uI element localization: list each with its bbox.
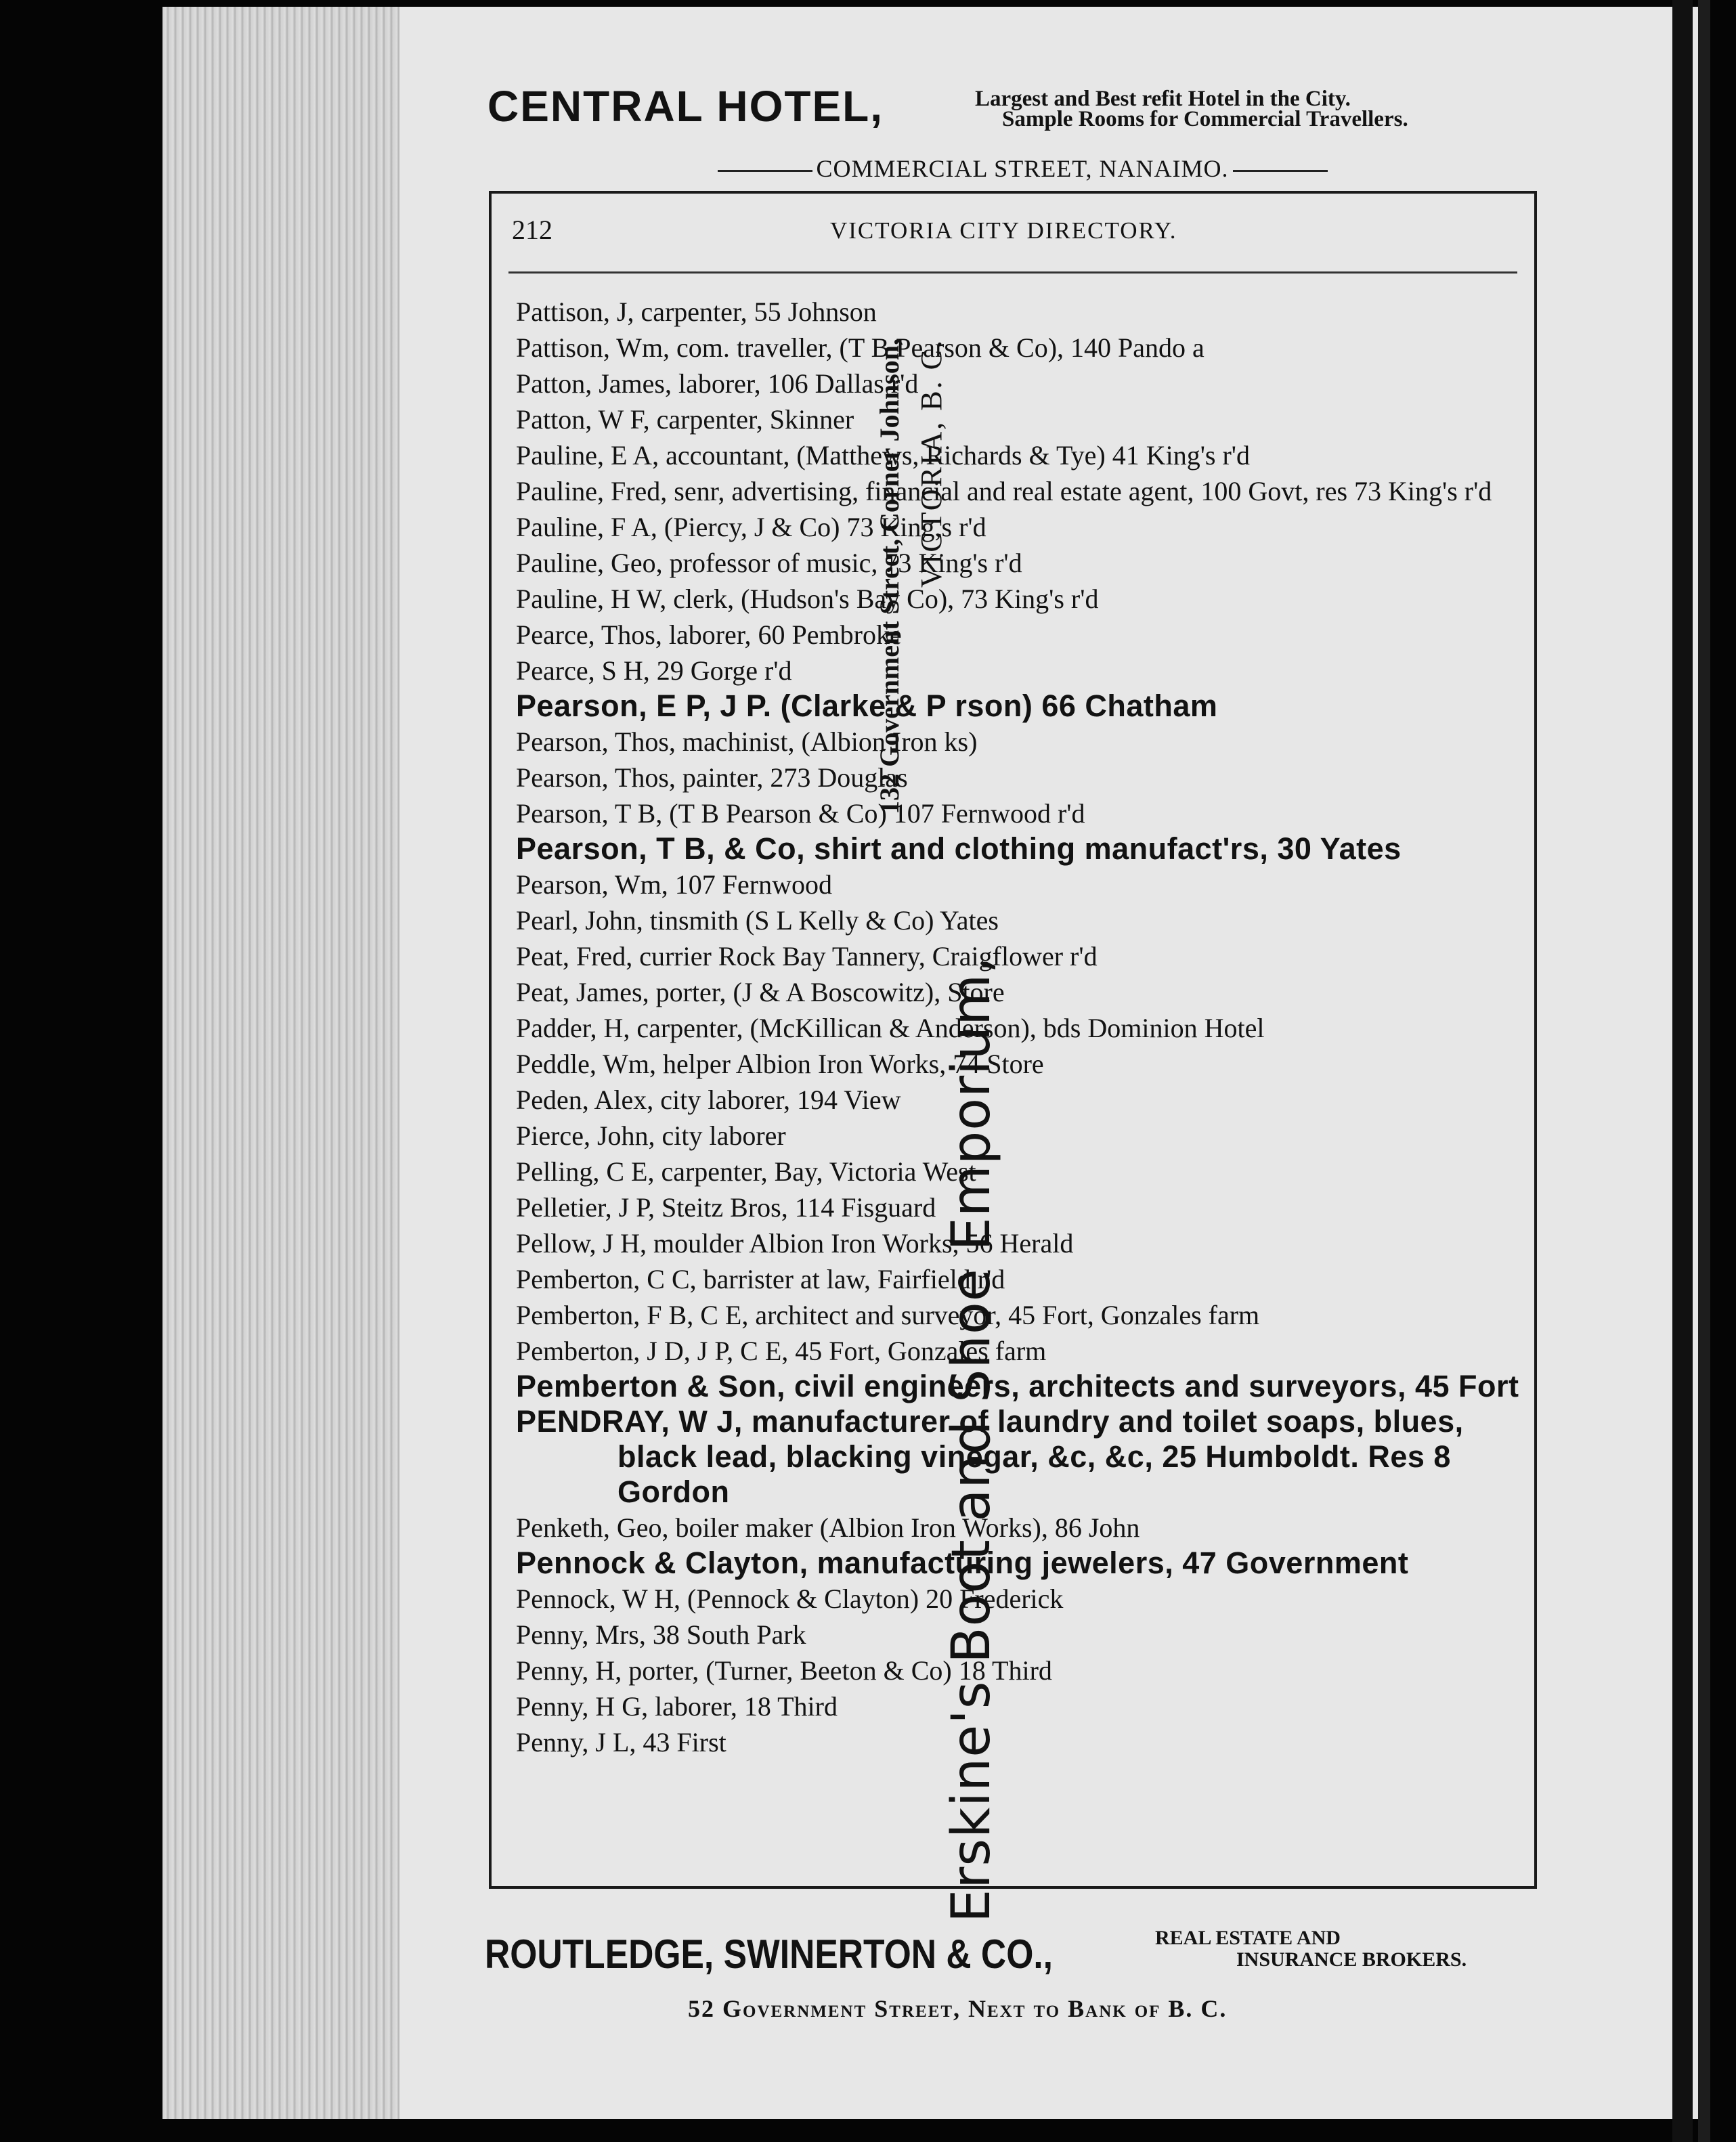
directory-entry: Penny, H, porter, (Turner, Beeton & Co) 18 Third [516,1655,1052,1686]
directory-entry: Peat, Fred, currier Rock Bay Tannery, Craigflower r'd [516,941,1098,971]
directory-entry: Pemberton, J D, J P, C E, 45 Fort, Gonzales farm [516,1336,1047,1366]
bottom-advert-tagline-1: REAL ESTATE AND [1155,1927,1341,1949]
page-number: 212 [512,215,552,245]
directory-entry: Pauline, E A, accountant, (Matthews, Richards & Tye) 41 King's r'd [516,440,1251,471]
directory-entry: Pearce, S H, 29 Gorge r'd [516,655,792,686]
directory-entry: Peden, Alex, city laborer, 194 View [516,1085,901,1115]
top-advert-street: COMMERCIAL STREET, NANAIMO. [816,155,1229,182]
bottom-advert-firm: ROUTLEDGE, SWINERTON & CO., [485,1931,1054,1977]
directory-entry: Patton, W F, carpenter, Skinner [516,404,854,435]
binding-edge-outer [1698,0,1710,2142]
directory-entry: Pennock & Clayton, manufacturing jewelers, 47 Government [516,1546,1409,1580]
directory-entry: Pauline, Geo, professor of music, 73 King's r'd [516,548,1022,578]
top-advert-tagline-1: Largest and Best refit Hotel in the City. [975,87,1351,111]
bottom-advert-tagline-2: INSURANCE BROKERS. [1236,1948,1467,1971]
directory-entry: Pellow, J H, moulder Albion Iron Works, 56 Herald [516,1228,1074,1259]
bottom-advert-street: 52 Government Street, Next to Bank of B. C. [688,1995,1228,2022]
directory-entry: Peddle, Wm, helper Albion Iron Works, 74 Store [516,1049,1044,1079]
directory-entry: Pauline, F A, (Piercy, J & Co) 73 King,s r'd [516,512,986,542]
directory-entry: Pearl, John, tinsmith (S L Kelly & Co) Yates [516,905,999,936]
directory-entry: Penny, Mrs, 38 South Park [516,1619,806,1650]
directory-entry: Pearson, Thos, painter, 273 Douglas [516,762,908,793]
directory-entry: Pennock, W H, (Pennock & Clayton) 20 Frederick [516,1583,1064,1614]
side-advert-firm: Erskine's Boot and Shoe Emporium, [941,956,1002,1923]
top-advert-tagline-2: Sample Rooms for Commercial Travellers. [1002,107,1408,131]
directory-entry: Pearson, Thos, machinist, (Albion Iron ks) [516,726,978,757]
directory-entry: Pauline, Fred, senr, advertising, financial and real estate agent, 100 Govt, res 73 King's r'd [516,476,1492,506]
side-advert-city: VICTORIA, B. C. [915,338,948,588]
directory-entry: Pearson, Wm, 107 Fernwood [516,869,832,900]
directory-entry: Pemberton & Son, civil engineers, architects and surveyors, 45 Fort [516,1369,1519,1403]
directory-entry: Pelletier, J P, Steitz Bros, 114 Fisguard [516,1192,936,1223]
directory-entry: Peat, James, porter, (J & A Boscowitz), Store [516,977,1005,1007]
directory-entry: Pearson, T B, (T B Pearson & Co) 107 Fernwood r'd [516,798,1085,829]
directory-entry: PENDRAY, W J, manufacturer of laundry and toilet soaps, blues, black lead, blacking vinegar, &c, &c, 25 Humboldt. Res 8 Gordon [516,1404,1464,1509]
top-advert-hotel-name: CENTRAL HOTEL, [487,82,884,131]
directory-entry: Pelling, C E, carpenter, Bay, Victoria West [516,1156,976,1187]
top-advert-street-line [487,154,1557,183]
directory-entry: Pattison, Wm, com. traveller, (T B Pearson & Co), 140 Pando a [516,332,1205,363]
header-rule [508,271,1517,274]
directory-entry: Penny, J L, 43 First [516,1727,726,1757]
side-advert-address: 132 Government Street, Corner Johnson, [874,338,905,814]
directory-entry: Pierce, John, city laborer [516,1120,786,1151]
directory-entry: Pattison, J, carpenter, 55 Johnson [516,297,877,327]
running-title: VICTORIA CITY DIRECTORY. [830,217,1177,244]
right-rule [1233,170,1328,172]
page-edges [162,7,399,2119]
directory-entry: Patton, James, laborer, 106 Dallas r'd [516,368,919,399]
directory-entry: Padder, H, carpenter, (McKillican & Anderson), bds Dominion Hotel [516,1013,1265,1043]
bottom-advert [485,1924,1582,2059]
directory-frame [489,191,1537,1889]
directory-entry: Pearce, Thos, laborer, 60 Pembroke [516,619,902,650]
directory-entry: Penny, H G, laborer, 18 Third [516,1691,838,1722]
directory-entry: Pearson, T B, & Co, shirt and clothing manufact'rs, 30 Yates [516,831,1402,866]
directory-entry: Pauline, H W, clerk, (Hudson's Bay Co), 73 King's r'd [516,584,1099,614]
directory-entries [516,294,1532,1760]
directory-entry: Pearson, E P, J P. (Clarke & P rson) 66 Chatham [516,688,1218,723]
directory-entry: Penketh, Geo, boiler maker (Albion Iron Works), 86 John [516,1512,1140,1543]
directory-entry: Pemberton, F B, C E, architect and surveyor, 45 Fort, Gonzales farm [516,1300,1260,1330]
left-rule [718,170,812,172]
directory-entry: Pemberton, C C, barrister at law, Fairfield r'd [516,1264,1005,1294]
binding-edge [1672,0,1693,2142]
